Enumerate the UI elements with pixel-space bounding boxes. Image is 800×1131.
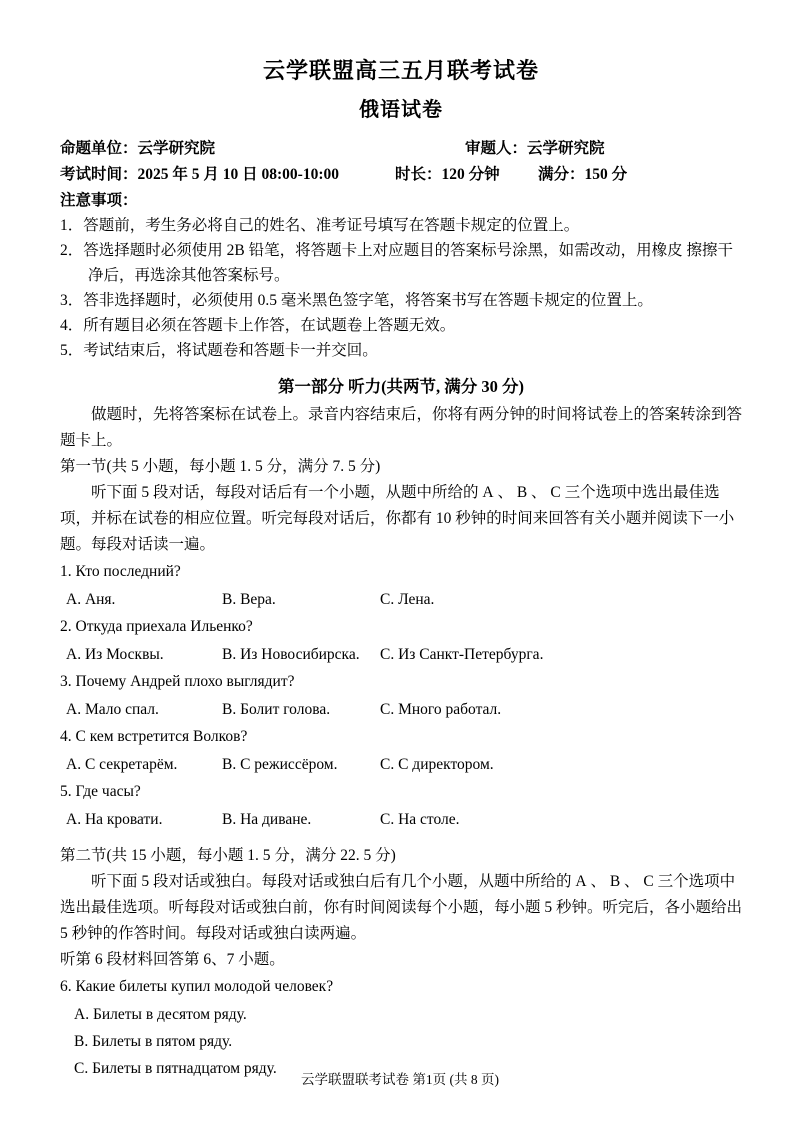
question-text: 1. Кто последний? bbox=[60, 563, 181, 580]
question-5 bbox=[60, 778, 742, 833]
option-b: В. Вера. bbox=[222, 590, 276, 608]
question-text: 6. Какие билеты купил молодой человек? bbox=[60, 978, 334, 995]
question-options bbox=[60, 751, 742, 779]
question-2 bbox=[60, 613, 742, 668]
option-a: А. Билеты в десятом ряду. bbox=[74, 1005, 247, 1023]
option-a: А. Мало спал. bbox=[66, 700, 159, 718]
question-options bbox=[60, 806, 742, 834]
notes-heading: 注意事项： bbox=[60, 192, 138, 209]
full-score-label: 满分：150 分 bbox=[538, 166, 628, 183]
note-item-3: 3．答非选择题时，必须使用 0.5 毫米黑色签字笔，将答案书写在答题卡规定的位置上。 bbox=[60, 292, 653, 309]
note-item-1: 1．答题前，考生务必将自己的姓名、准考证号填写在答题卡规定的位置上。 bbox=[60, 217, 580, 234]
page-footer: 云学联盟联考试卷 第1页 (共 8 页) bbox=[301, 1072, 499, 1087]
material-note: 听第 6 段材料回答第 6、7 小题。 bbox=[60, 951, 285, 968]
question-1 bbox=[60, 558, 742, 613]
meta-line-2 bbox=[60, 162, 742, 188]
question-text: 4. С кем встретится Волков? bbox=[60, 728, 248, 745]
part1-heading: 第一部分 听力(共两节, 满分 30 分) bbox=[277, 377, 525, 396]
exam-notes bbox=[60, 188, 742, 363]
section1-heading: 第一节(共 5 小题，每小题 1. 5 分，满分 7. 5 分) bbox=[60, 458, 381, 475]
meta-line-1 bbox=[60, 136, 742, 162]
note-item-5: 5．考试结束后，将试题卷和答题卡一并交回。 bbox=[60, 342, 378, 359]
option-c: С. Лена. bbox=[380, 590, 435, 608]
option-c: С. Из Санкт-Петербурга. bbox=[380, 645, 544, 663]
duration-label: 时长：120 分钟 bbox=[395, 166, 500, 183]
exam-time-label: 考试时间：2025 年 5 月 10 日 08:00-10:00 bbox=[60, 166, 339, 183]
section2-instructions: 听下面 5 段对话或独白。每段对话或独白后有几个小题，从题中所给的 А 、 В 、 С 三个选项中选出最佳选项。听每段对话或独白前，你有时间阅读每个小题，每小题 5 秒钟。听完后，各小题给出 5 秒钟的作答时间。每段对话或独白读两遍。 bbox=[60, 873, 743, 942]
option-c: С. Много работал. bbox=[380, 700, 502, 718]
option-a: А. На кровати. bbox=[66, 810, 163, 828]
question-options bbox=[60, 641, 742, 669]
option-a: А. Из Москвы. bbox=[66, 645, 164, 663]
section1-instructions: 听下面 5 段对话，每段对话后有一个小题，从题中所给的 А 、 В 、 С 三个选项中选出最佳选项，并标在试卷的相应位置。听完每段对话后，你都有 10 秒钟的时间来回答有关小题并阅读下一小题。每段对话读一遍。 bbox=[60, 484, 735, 553]
question-text: 2. Откуда приехала Ильенко? bbox=[60, 618, 253, 635]
option-a: А. С секретарём. bbox=[66, 755, 178, 773]
question-options bbox=[60, 696, 742, 724]
issuer-label: 命题单位：云学研究院 bbox=[60, 140, 216, 157]
part1-intro: 做题时，先将答案标在试卷上。录音内容结束后，你将有两分钟的时间将试卷上的答案转涂到答题卡上。 bbox=[60, 406, 743, 449]
question-options bbox=[60, 586, 742, 614]
question-text: 3. Почему Андрей плохо выглядит? bbox=[60, 673, 295, 690]
question-text: 5. Где часы? bbox=[60, 783, 141, 800]
question-6 bbox=[60, 973, 742, 1082]
question-3 bbox=[60, 668, 742, 723]
question-4 bbox=[60, 723, 742, 778]
option-b: В. На диване. bbox=[222, 810, 312, 828]
exam-meta bbox=[60, 136, 742, 188]
option-a: А. Аня. bbox=[66, 590, 116, 608]
option-c: С. С директором. bbox=[380, 755, 494, 773]
reviewer-label: 审题人：云学研究院 bbox=[465, 140, 605, 157]
option-b: В. Болит голова. bbox=[222, 700, 331, 718]
option-b: В. С режиссёром. bbox=[222, 755, 338, 773]
doc-subtitle: 俄语试卷 bbox=[359, 99, 443, 121]
note-item-4: 4．所有题目必须在答题卡上作答，在试题卷上答题无效。 bbox=[60, 317, 456, 334]
doc-title: 云学联盟高三五月联考试卷 bbox=[262, 58, 539, 83]
option-c: С. Билеты в пятнадцатом ряду. bbox=[74, 1059, 277, 1077]
option-b: В. Билеты в пятом ряду. bbox=[74, 1032, 233, 1050]
note-item-2: 2．答选择题时必须使用 2B 铅笔，将答题卡上对应题目的答案标号涂黑，如需改动，用橡皮 擦擦干净后，再选涂其他答案标号。 bbox=[60, 242, 733, 284]
section2-heading: 第二节(共 15 小题，每小题 1. 5 分，满分 22. 5 分) bbox=[60, 847, 396, 864]
option-b: В. Из Новосибирска. bbox=[222, 645, 360, 663]
option-c: С. На столе. bbox=[380, 810, 460, 828]
